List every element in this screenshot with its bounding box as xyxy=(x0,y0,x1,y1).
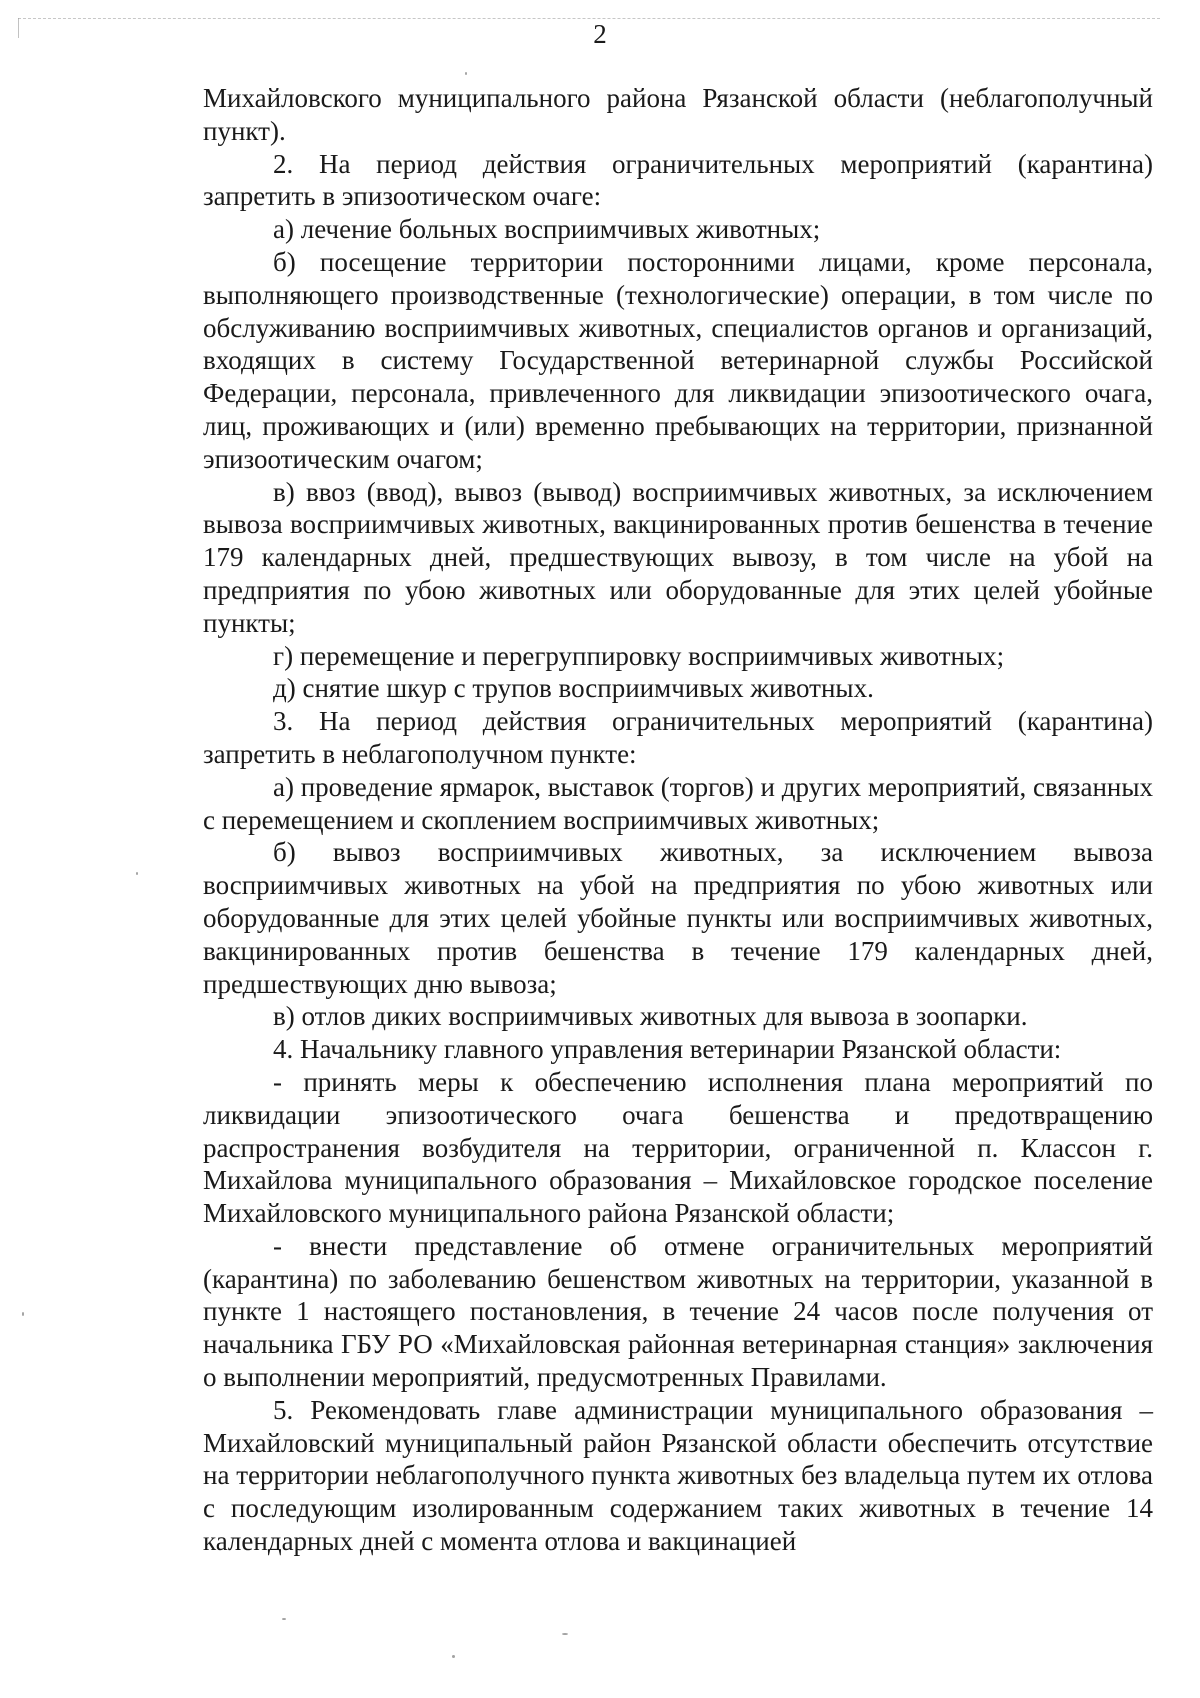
scan-speck xyxy=(465,72,467,75)
scan-speck xyxy=(136,872,138,875)
scan-speck xyxy=(282,1618,286,1620)
paragraph-item-4-dash1: - принять меры к обеспечению исполнения плана мероприятий по ликвидации эпизоотического очага бешенства и предотвращению распространения возбудителя на территории, ограниченной п. Классон г. Михайлова муниципального образования – Михайловское городское поселение Михайловского муниципального района Рязанской области; xyxy=(203,1066,1153,1229)
paragraph-item-2d: д) снятие шкур с трупов восприимчивых животных. xyxy=(273,673,874,704)
paragraph-item-2b: б) посещение территории посторонними лицами, кроме персонала, выполняющего производственные (технологические) операции, в том числе по обслуживанию восприимчивых животных, специалистов органов и организаций, входящих в систему Государственной ветеринарной службы Российской Федерации, персонала, привлеченного для ликвидации эпизоотического очага, лиц, проживающих и (или) временно пребывающих на территории, признанной эпизоотическим очагом; xyxy=(203,246,1153,474)
paragraph-continuation: Михайловского муниципального района Рязанской области (неблагополучный пункт). xyxy=(203,83,1153,146)
paragraph-item-2v: в) ввоз (ввод), вывоз (вывод) восприимчивых животных, за исключением вывоза восприимчивых животных, вакцинированных против бешенства в течение 179 календарных дней, предшествующих вывозу, в том числе на убой на предприятия по убою животных или оборудованные для этих целей убойные пункты; xyxy=(203,476,1153,638)
page-number: 2 xyxy=(593,19,607,49)
scan-speck xyxy=(22,1312,24,1316)
paragraph-item-3a: а) проведение ярмарок, выставок (торгов) и других мероприятий, связанных с перемещением и скоплением восприимчивых животных; xyxy=(203,771,1153,835)
paragraph-item-3v: в) отлов диких восприимчивых животных для вывоза в зоопарки. xyxy=(273,1001,1028,1032)
paragraph-item-4-dash2: - внести представление об отмене ограничительных мероприятий (карантина) по заболеванию бешенством животных на территории, указанной в пункте 1 настоящего постановления, в течение 24 часов после получения от начальника ГБУ РО «Михайловская районная ветеринарная станция» заключения о выполнении мероприятий, предусмотренных Правилами. xyxy=(203,1230,1153,1393)
paragraph-item-2a: а) лечение больных восприимчивых животных; xyxy=(273,214,821,245)
paragraph-item-2: 2. На период действия ограничительных мероприятий (карантина) запретить в эпизоотическом очаге: xyxy=(203,148,1153,212)
paragraph-item-3b: б) вывоз восприимчивых животных, за исключением вывоза восприимчивых животных на убой на предприятия по убою животных или оборудованные для этих целей убойные пункты или восприимчивых животных, вакцинированных против бешенства в течение 179 календарных дней, предшествующих дню вывоза; xyxy=(203,837,1153,999)
paragraph-item-3: 3. На период действия ограничительных мероприятий (карантина) запретить в неблагополучном пункте: xyxy=(203,706,1153,769)
scan-speck xyxy=(562,1633,568,1635)
scan-speck xyxy=(452,1655,455,1658)
paragraph-item-5: 5. Рекомендовать главе администрации муниципального образования – Михайловский муниципальный район Рязанской области обеспечить отсутствие на территории неблагополучного пункта животных без владельца путем их отлова с последующим изолированным содержанием таких животных в течение 14 календарных дней с момента отлова и вакцинацией xyxy=(203,1394,1153,1557)
document-body xyxy=(203,82,1153,1558)
paragraph-item-4: 4. Начальнику главного управления ветеринарии Рязанской области: xyxy=(273,1034,1062,1065)
paragraph-item-2g: г) перемещение и перегруппировку восприимчивых животных; xyxy=(273,640,1005,671)
